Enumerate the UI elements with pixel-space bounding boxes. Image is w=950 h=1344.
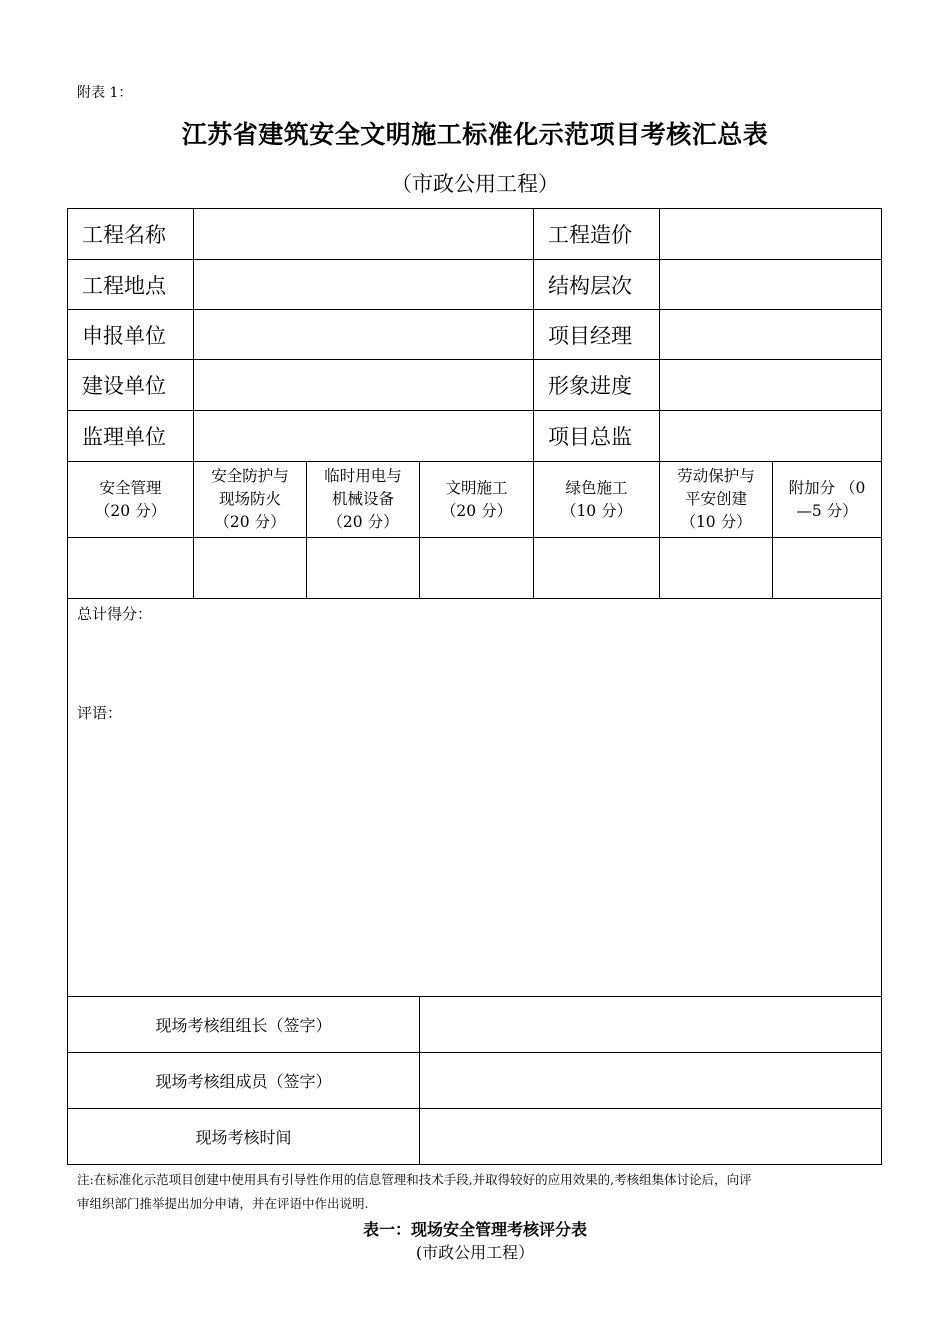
total-and-comments-row: [68, 599, 882, 997]
signature-row: [68, 997, 882, 1053]
total-score-label: 总计得分：: [77, 605, 153, 623]
category-header: 文明施工 （20 分）: [420, 462, 534, 538]
info-label: 结构层次: [534, 260, 660, 310]
info-label: 监理单位: [68, 411, 194, 462]
next-table-title: 表一：现场安全管理考核评分表: [362, 1220, 587, 1239]
info-label: 建设单位: [68, 360, 194, 411]
info-row: [68, 310, 882, 360]
info-input-field[interactable]: [194, 360, 534, 411]
signature-label: 现场考核时间: [68, 1109, 420, 1165]
footnote-line: 注:在标准化示范项目创建中使用具有引导性作用的信息管理和技术手段,并取得较好的应用效果的,考核组集体讨论后，向评: [77, 1172, 752, 1187]
info-label: 项目总监: [534, 411, 660, 462]
info-label: 项目经理: [534, 310, 660, 360]
info-label: 工程地点: [68, 260, 194, 310]
info-label: 形象进度: [534, 360, 660, 411]
score-input-field[interactable]: [420, 538, 534, 599]
info-label: 申报单位: [68, 310, 194, 360]
category-header: 安全管理 （20 分）: [68, 462, 194, 538]
footnote: [77, 1168, 877, 1216]
info-input-field[interactable]: [194, 411, 534, 462]
signature-field[interactable]: [420, 997, 882, 1053]
info-row: [68, 360, 882, 411]
footnote-line: 审组织部门推举提出加分申请，并在评语中作出说明.: [77, 1196, 369, 1211]
summary-table: [67, 208, 882, 1165]
info-row: [68, 260, 882, 310]
comments-label: 评语：: [77, 704, 123, 722]
info-input-field[interactable]: [660, 209, 882, 260]
info-input-field[interactable]: [660, 360, 882, 411]
score-value-row: [68, 538, 882, 599]
page-title: 江苏省建筑安全文明施工标准化示范项目考核汇总表: [181, 120, 769, 149]
next-table-subtitle: (市政公用工程）: [415, 1243, 535, 1262]
signature-label: 现场考核组成员（签字）: [68, 1053, 420, 1109]
category-header: 劳动保护与 平安创建 （10 分）: [660, 462, 773, 538]
category-header: 安全防护与 现场防火 （20 分）: [194, 462, 307, 538]
score-input-field[interactable]: [773, 538, 882, 599]
score-input-field[interactable]: [307, 538, 420, 599]
info-row: [68, 209, 882, 260]
info-input-field[interactable]: [194, 209, 534, 260]
score-input-field[interactable]: [68, 538, 194, 599]
signature-field[interactable]: [420, 1053, 882, 1109]
info-input-field[interactable]: [194, 310, 534, 360]
info-input-field[interactable]: [660, 260, 882, 310]
signature-label: 现场考核组组长（签字）: [68, 997, 420, 1053]
signature-row: [68, 1053, 882, 1109]
info-input-field[interactable]: [194, 260, 534, 310]
info-input-field[interactable]: [660, 310, 882, 360]
signature-field[interactable]: [420, 1109, 882, 1165]
info-label: 工程造价: [534, 209, 660, 260]
category-header: 附加分 （0 —5 分）: [773, 462, 882, 538]
info-label: 工程名称: [68, 209, 194, 260]
signature-row: [68, 1109, 882, 1165]
score-category-row: [68, 462, 882, 538]
score-input-field[interactable]: [534, 538, 660, 599]
category-header: 绿色施工 （10 分）: [534, 462, 660, 538]
category-header: 临时用电与 机械设备 （20 分）: [307, 462, 420, 538]
info-input-field[interactable]: [660, 411, 882, 462]
total-and-comments-field[interactable]: [68, 599, 882, 997]
attachment-label: 附表 1：: [77, 85, 133, 101]
info-row: [68, 411, 882, 462]
score-input-field[interactable]: [660, 538, 773, 599]
page-subtitle: （市政公用工程）: [391, 172, 559, 196]
score-input-field[interactable]: [194, 538, 307, 599]
